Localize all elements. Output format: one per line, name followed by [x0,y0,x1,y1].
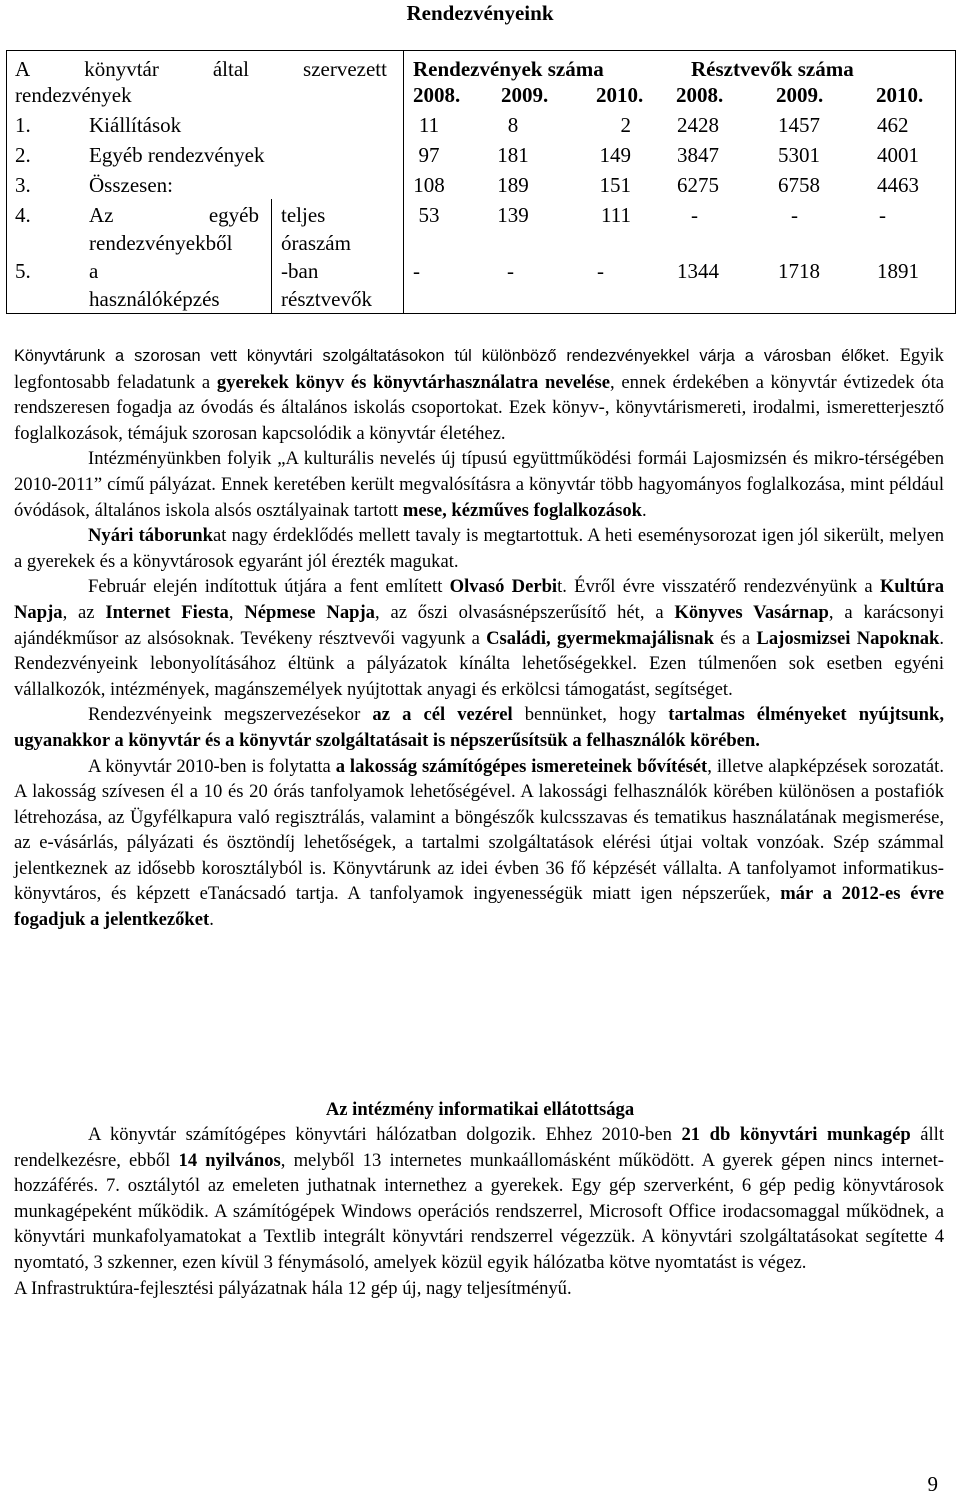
header-year: 2010. [596,83,644,107]
header-group-participants: Résztvevők száma [691,57,854,81]
table-cell: 2428 [677,113,719,137]
header-year: 2008. [413,83,461,107]
table-cell: 97 [418,143,440,167]
row-number: 2. [15,143,31,167]
table-cell: - [597,259,604,283]
table-cell: 181 [497,143,529,167]
header-year: 2009. [776,83,824,107]
header-year: 2009. [501,83,549,107]
paragraph: Február elején indítottuk útjára a fent említett Olvasó Derbit. Évről évre visszatérő rendezvényünk a Kultúra Napja, az Internet Fiesta, Népmese Napja, az őszi olvasásnépszerűsítő hét, a Könyves Vasárnap, a karácsonyi ajándékműsor az alsósoknak. Tevékeny résztvevői vagyunk a Családi, gyermekmajálisnak és a Lajosmizsei Napoknak. Rendezvényeink lebonyolításához éltünk a pályázatok kínálta lehetőségekkel. Ezen túlmenően sok esetben egyéni vállalkozók, intézmények, magánszemélyek nyújtottak anyagi és erkölcsi támogatást, segítséget. [14,576,944,700]
paragraph: Nyári táborunkat nagy érdeklődés mellett tavaly is megtartottuk. A heti eseménysorozat igen jól sikerült, melyen a gyerekek és a könyvtárosok egyaránt jól érezték magukat. [14,525,944,572]
row-label-a: Az egyéb [89,203,259,227]
sub-divider [271,199,272,313]
header-col1-line1: A könyvtár által szervezett [15,57,387,81]
header-year: 2010. [876,83,924,107]
section-body [14,1122,944,1301]
table-cell: 139 [497,203,529,227]
table-cell: 108 [413,173,445,197]
table-cell: - [507,259,514,283]
table-cell: 1457 [778,113,820,137]
row-label-b: rendezvényekből [89,231,233,255]
table-cell: 53 [418,203,440,227]
row-number: 3. [15,173,31,197]
table-cell: 4001 [877,143,919,167]
table-cell: - [791,203,798,227]
page-number: 9 [927,1472,938,1496]
paragraph: Intézményünkben folyik „A kulturális nevelés új típusú együttműködési formái Lajosmizsén és mikro-térségében 2010-2011” című pályázat. Ennek keretében került megvalósításra a könyvtár több hagyományos foglalkozása, mint például óvódások, általános iskola alsós osztályainak tartott mese, kézműves foglalkozások. [14,448,944,521]
row-label-d: használóképzés [89,287,220,311]
page-title: Rendezvényeink [406,1,554,25]
header-col1-line2: rendezvények [15,83,132,107]
table-cell: 3847 [677,143,719,167]
events-table [6,50,956,314]
table-cell: - [879,203,886,227]
table-cell: 1344 [677,259,719,283]
table-cell: 11 [418,113,440,137]
table-cell: 5301 [778,143,820,167]
table-cell: 4463 [877,173,919,197]
paragraph: Rendezvényeink megszervezésekor az a cél vezérel bennünket, hogy tartalmas élményeket nyújtsunk, ugyanakkor a könyvtár és a könyvtár szolgáltatásait is népszerűsítsük a felhasználók körében. [14,704,945,751]
row4-sub-line2: óraszám [281,231,351,255]
table-cell: 462 [877,113,909,137]
table-cell: 6275 [677,173,719,197]
row-number: 5. [15,259,31,283]
row-number: 4. [15,203,31,227]
row-label: Összesen: [89,173,173,197]
table-cell: 8 [507,113,519,137]
table-cell: 189 [497,173,529,197]
table-cell: - [691,203,698,227]
row5-sub-line2: résztvevők [281,287,372,311]
table-cell: 2 [620,113,631,137]
row-label: Kiállítások [89,113,182,137]
section-title: Az intézmény informatikai ellátottsága [325,1099,635,1120]
table-cell: 6758 [778,173,820,197]
table-cell: 149 [599,143,631,167]
table-cell: 111 [601,203,631,227]
table-divider [403,51,404,313]
row-label: Egyéb rendezvények [89,143,265,167]
row5-sub-line1: -ban [281,259,319,283]
header-group-events: Rendezvények száma [413,57,604,81]
table-cell: 1891 [877,259,919,283]
header-year: 2008. [676,83,724,107]
row-label-c: a [89,259,99,283]
table-cell: 151 [599,173,631,197]
row4-sub-line1: teljes [281,203,326,227]
paragraph: A könyvtár 2010-ben is folytatta a lakosság számítógépes ismereteinek bővítését, illetve alapképzések sorozatát. A lakosság szívesen él a 10 és 20 órás tanfolyamok lehetőségével. A lakossági felhasználók körében különösen a postafiók létrehozása, az Ügyfélkapura való regisztrálás, valamint a böngészők kulcsszavas és tematikus használatának megismerése, az e-vásárlás, pályázati és ösztöndíj lehetőségek, a tartalmi szolgáltatások elérési útjai voltak vonzóak. Szép számmal jelentkeznek az idősebb korosztályból is. Könyvtárunk az idei évben 36 fő képzését vállalta. A tanfolyamot informatikus-könyvtáros, és képzett eTanácsadó tartja. A tanfolyamok ingyenességük miatt igen népszerűek, már a 2012-es évre fogadjuk a jelentkezőket. [14,755,944,931]
row-number: 1. [15,113,31,137]
body-text [14,343,944,933]
table-cell: - [413,259,420,283]
paragraph: Könyvtárunk a szorosan vett könyvtári szolgáltatásokon túl különböző rendezvényekkel várja a városban élőket. Egyik legfontosabb feladatunk a gyerekek könyv és könyvtárhasználatra nevelése, ennek érdekében a könyvtár évtizedek óta rendszeresen fogadja az óvodás és általános iskolás csoportokat. Ezek könyv-, könyvtárismereti, irodalmi, ismeretterjesztő foglalkozások, témájuk szorosan kapcsolódik a könyvtár életéhez. [14,345,944,444]
paragraph: A könyvtár számítógépes könyvtári hálózatban dolgozik. Ehhez 2010-ben 21 db könyvtári munkagép állt rendelkezésre, ebből 14 nyilvános, melyből 13 internetes munkaállomásként működött. A gyerek gépen nincs internet-hozzáférés. 7. osztálytól az emeleten juthatnak internethez a gyerekek. Egy gép szerverként, 6 gép pedig könyvtárosok munkagépeként működik. A számítógépek Windows operációs rendszerrel, Microsoft Office irodacsomaggal működnek, a könyvtári munkafolyamatokat a Textlib integrált könyvtári rendszerrel végezzük. A könyvtári szolgáltatásokat segítette 4 nyomtató, 3 szkenner, ezen kívül 3 fénymásoló, amelyek közül egyik hálózatba kötve nyomtatást is végez. [14,1124,944,1273]
table-cell: 1718 [778,259,820,283]
paragraph: A Infrastruktúra-fejlesztési pályázatnak hála 12 gép új, nagy teljesítményű. [14,1277,572,1299]
